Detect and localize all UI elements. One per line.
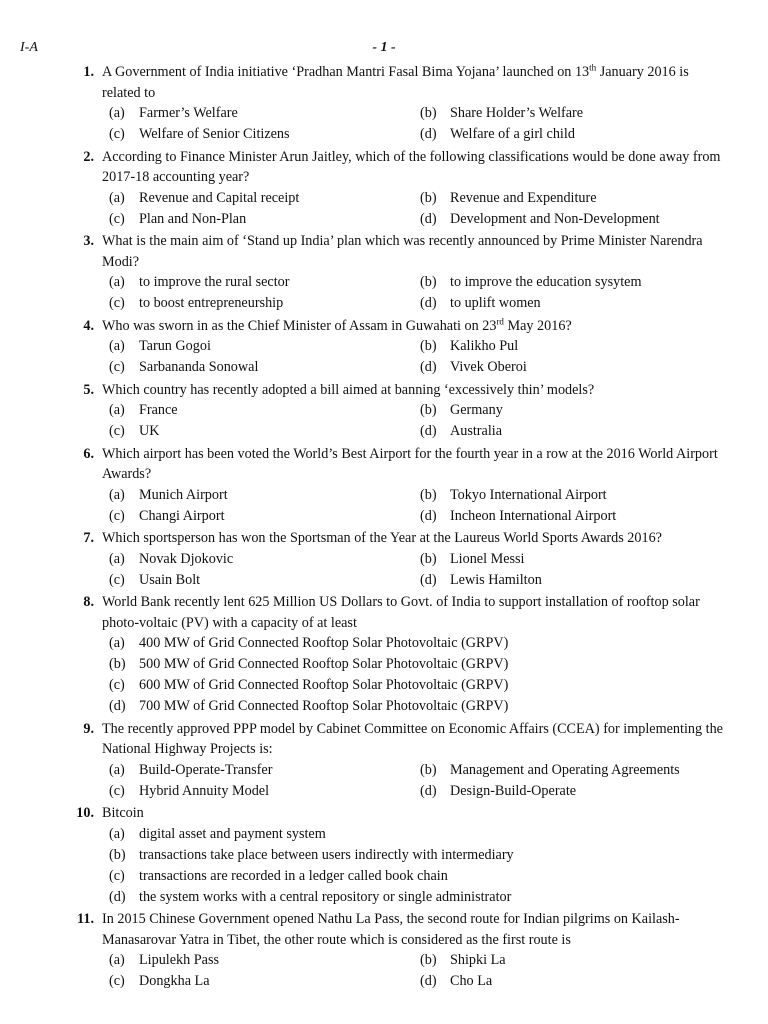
answer-option [109, 272, 420, 293]
option-label: (d) [420, 126, 437, 142]
answer-option [420, 760, 729, 781]
option-label: (d) [420, 507, 437, 524]
option-label: (d) [109, 698, 126, 714]
option-label: (b) [420, 402, 437, 418]
question-text: Which sportsperson has won the Sportsman of the Year at the Laureus World Sports Awards 2016? [102, 530, 662, 546]
option-text: transactions are recorded in a ledger called book chain [139, 867, 448, 884]
option-text: Dongkha La [139, 973, 210, 989]
question-text: Bitcoin [102, 805, 144, 821]
option-text: Welfare of a girl child [450, 126, 575, 142]
option-label: (c) [109, 571, 125, 588]
paper-code: I-A [20, 40, 38, 55]
question-number: 8. [83, 594, 94, 610]
option-label: (d) [109, 888, 126, 905]
option-label: (d) [420, 295, 437, 311]
answer-option [109, 336, 420, 357]
question-4 [0, 316, 768, 378]
answer-option [109, 971, 420, 992]
option-label: (c) [109, 359, 125, 375]
option-text: Novak Djokovic [139, 550, 234, 567]
option-text: Changi Airport [139, 507, 225, 524]
option-label: (a) [109, 635, 125, 651]
option-text: Australia [450, 423, 503, 439]
option-label: (c) [109, 423, 125, 439]
answer-option [109, 760, 420, 781]
option-label: (c) [109, 507, 125, 524]
option-label: (b) [420, 761, 437, 778]
question-number: 7. [83, 530, 94, 546]
answer-option [109, 950, 420, 971]
answer-option [109, 357, 420, 378]
option-text: Development and Non-Development [450, 210, 660, 227]
answer-option [109, 866, 729, 887]
answer-option [420, 421, 729, 442]
question-text: In 2015 Chinese Government opened Nathu La Pass, the second route for Indian pilgrims on Kailash-Manasarovar Yatra in Tibet, the other route which is considered as the first route is [102, 911, 680, 948]
option-label: (c) [109, 126, 125, 142]
answer-option [109, 124, 420, 145]
answer-option [420, 506, 729, 527]
answer-option [109, 654, 729, 675]
option-label: (a) [109, 189, 125, 206]
option-text: 700 MW of Grid Connected Rooftop Solar Photovoltaic (GRPV) [139, 698, 509, 714]
answer-options [109, 950, 729, 992]
answer-options [109, 188, 729, 230]
option-label: (a) [109, 825, 125, 842]
question-number: 6. [83, 445, 94, 462]
answer-option [420, 781, 729, 802]
answer-option [420, 950, 729, 971]
answer-option [420, 272, 729, 293]
answer-option [109, 887, 729, 908]
option-label: (d) [420, 782, 437, 799]
answer-option [420, 293, 729, 314]
question-11 [0, 909, 768, 992]
question-text: World Bank recently lent 625 Million US Dollars to Govt. of India to support installation of rooftop solar photo-voltaic (PV) with a capacity of at least [102, 594, 700, 631]
question-5 [0, 380, 768, 442]
question-text: Which country has recently adopted a bill aimed at banning ‘excessively thin’ models? [102, 381, 595, 398]
question-number: 5. [83, 381, 94, 398]
question-number: 4. [83, 317, 94, 334]
option-text: Kalikho Pul [450, 338, 519, 354]
option-text: the system works with a central repository or single administrator [139, 888, 512, 905]
answer-option [109, 400, 420, 421]
answer-option [109, 570, 420, 591]
option-text: to boost entrepreneurship [139, 295, 284, 311]
option-label: (a) [109, 338, 125, 354]
option-text: Plan and Non-Plan [139, 210, 247, 227]
question-10 [0, 803, 768, 907]
question-number: 3. [83, 233, 94, 249]
option-text: Shipki La [450, 952, 506, 968]
option-label: (b) [420, 189, 437, 206]
option-label: (d) [420, 973, 437, 989]
option-text: Lipulekh Pass [139, 952, 219, 968]
option-label: (b) [420, 486, 437, 503]
question-text: Which airport has been voted the World’s Best Airport for the fourth year in a row at the 2016 World Airport Awards? [102, 445, 718, 482]
option-text: digital asset and payment system [139, 825, 326, 842]
question-7 [0, 528, 768, 590]
option-label: (d) [420, 571, 437, 588]
question-text: According to Finance Minister Arun Jaitley, which of the following classifications would be done away from 2017-18 accounting year? [102, 148, 721, 185]
option-text: to improve the rural sector [139, 274, 290, 290]
answer-option [109, 781, 420, 802]
option-label: (a) [109, 550, 125, 567]
answer-option [420, 357, 729, 378]
option-text: Revenue and Capital receipt [139, 189, 300, 206]
option-label: (b) [109, 846, 126, 863]
answer-option [109, 675, 729, 696]
answer-options [109, 103, 729, 145]
option-text: Management and Operating Agreements [450, 761, 680, 778]
answer-option [109, 485, 420, 506]
option-text: Sarbananda Sonowal [139, 359, 259, 375]
question-9 [0, 719, 768, 802]
answer-option [109, 845, 729, 866]
option-label: (c) [109, 782, 125, 799]
question-number: 11. [77, 911, 94, 927]
option-label: (b) [420, 338, 437, 354]
answer-options [109, 485, 729, 527]
option-label: (d) [420, 423, 437, 439]
option-label: (b) [420, 105, 437, 121]
option-label: (a) [109, 761, 125, 778]
option-label: (d) [420, 210, 437, 227]
option-label: (a) [109, 105, 125, 121]
option-label: (b) [109, 656, 126, 672]
option-text: Tokyo International Airport [450, 486, 607, 503]
answer-option [420, 570, 729, 591]
option-label: (c) [109, 677, 125, 693]
option-label: (a) [109, 952, 125, 968]
question-number: 1. [83, 64, 94, 80]
answer-options [109, 336, 729, 378]
answer-option [109, 293, 420, 314]
option-label: (a) [109, 486, 125, 503]
answer-options [109, 400, 729, 442]
answer-option [109, 824, 729, 845]
question-number: 2. [83, 148, 94, 165]
option-text: Build-Operate-Transfer [139, 761, 273, 778]
option-label: (b) [420, 952, 437, 968]
question-number: 9. [83, 720, 94, 737]
question-text: A Government of India initiative ‘Pradhan Mantri Fasal Bima Yojana’ launched on 13th January 2016 is related to [102, 62, 689, 101]
option-text: Welfare of Senior Citizens [139, 126, 290, 142]
question-8 [0, 592, 768, 717]
answer-option [420, 188, 729, 209]
question-text: The recently approved PPP model by Cabinet Committee on Economic Affairs (CCEA) for implementing the National Highway Projects is: [102, 720, 723, 757]
question-3 [0, 231, 768, 314]
question-1 [0, 62, 768, 145]
option-text: to uplift women [450, 295, 541, 311]
question-6 [0, 444, 768, 527]
option-label: (d) [420, 359, 437, 375]
answer-option [420, 336, 729, 357]
answer-option [420, 209, 729, 230]
option-label: (c) [109, 210, 125, 227]
option-text: Usain Bolt [139, 571, 201, 588]
answer-options [109, 633, 729, 717]
option-text: 600 MW of Grid Connected Rooftop Solar Photovoltaic (GRPV) [139, 677, 509, 693]
option-text: transactions take place between users indirectly with intermediary [139, 846, 514, 863]
answer-option [420, 103, 729, 124]
answer-option [420, 400, 729, 421]
option-text: Design-Build-Operate [450, 782, 577, 799]
option-label: (c) [109, 295, 125, 311]
option-label: (c) [109, 973, 125, 989]
option-text: Share Holder’s Welfare [450, 105, 584, 121]
answer-options [109, 272, 729, 314]
option-label: (a) [109, 274, 125, 290]
option-text: Farmer’s Welfare [139, 105, 238, 121]
option-label: (c) [109, 867, 125, 884]
option-text: Hybrid Annuity Model [139, 782, 270, 799]
option-text: 500 MW of Grid Connected Rooftop Solar Photovoltaic (GRPV) [139, 656, 509, 672]
answer-options [109, 760, 729, 802]
answer-option [109, 506, 420, 527]
answer-options [109, 824, 729, 908]
answer-option [109, 209, 420, 230]
question-number: 10. [76, 805, 94, 821]
answer-option [109, 188, 420, 209]
option-text: Revenue and Expenditure [450, 189, 597, 206]
answer-options [109, 549, 729, 591]
answer-option [109, 696, 729, 717]
option-text: UK [139, 423, 160, 439]
answer-option [420, 971, 729, 992]
option-label: (b) [420, 550, 437, 567]
answer-option [109, 421, 420, 442]
option-text: to improve the education sysytem [450, 274, 642, 290]
question-2 [0, 147, 768, 230]
answer-option [420, 485, 729, 506]
option-text: Tarun Gogoi [139, 338, 211, 354]
option-text: Incheon International Airport [450, 507, 617, 524]
option-text: Lewis Hamilton [450, 571, 542, 588]
question-text: Who was sworn in as the Chief Minister of Assam in Guwahati on 23rd May 2016? [102, 315, 572, 334]
option-label: (b) [420, 274, 437, 290]
option-text: 400 MW of Grid Connected Rooftop Solar Photovoltaic (GRPV) [139, 635, 509, 651]
question-list [0, 62, 768, 994]
answer-option [420, 124, 729, 145]
question-text: What is the main aim of ‘Stand up India’ plan which was recently announced by Prime Minister Narendra Modi? [102, 233, 703, 270]
answer-option [420, 549, 729, 570]
option-text: Cho La [450, 973, 493, 989]
answer-option [109, 633, 729, 654]
page-number: - 1 - [372, 40, 396, 55]
option-text: France [139, 402, 178, 418]
option-text: Lionel Messi [450, 550, 525, 567]
answer-option [109, 103, 420, 124]
answer-option [109, 549, 420, 570]
option-label: (a) [109, 402, 125, 418]
option-text: Vivek Oberoi [450, 359, 527, 375]
option-text: Germany [450, 402, 503, 418]
option-text: Munich Airport [139, 486, 228, 503]
